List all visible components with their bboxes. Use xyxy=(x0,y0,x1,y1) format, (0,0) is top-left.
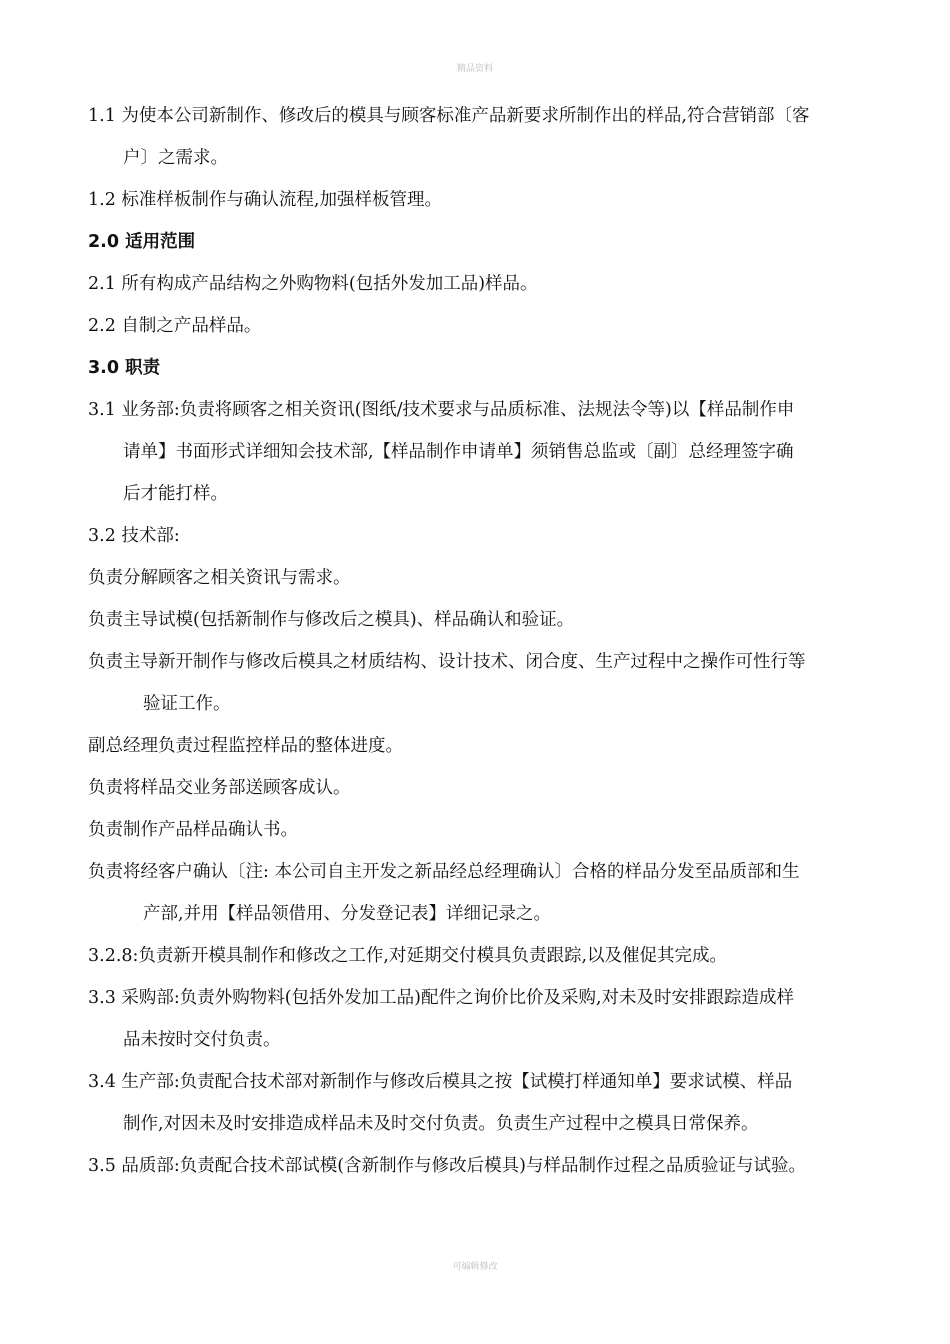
text-line: 产部,并用【样品领借用、分发登记表】详细记录之。 xyxy=(143,904,552,924)
watermark-bottom: 可编辑修改 xyxy=(452,1262,498,1272)
text-line: 负责将样品交业务部送顾客成认。 xyxy=(88,778,351,798)
text-line: 3.2.8:负责新开模具制作和修改之工作,对延期交付模具负责跟踪,以及催促其完成。 xyxy=(88,946,728,966)
section-heading: 3.0 职责 xyxy=(88,358,161,378)
text-line: 副总经理负责过程监控样品的整体进度。 xyxy=(88,736,403,756)
text-line: 2.1 所有构成产品结构之外购物料(包括外发加工品)样品。 xyxy=(88,274,538,294)
document-body xyxy=(88,95,878,1187)
text-line: 3.5 品质部:负责配合技术部试模(含新制作与修改后模具)与样品制作过程之品质验证与试验。 xyxy=(88,1156,806,1176)
text-line: 2.2 自制之产品样品。 xyxy=(88,316,262,336)
text-line: 请单】书面形式详细知会技术部,【样品制作申请单】须销售总监或〔副〕总经理签字确 xyxy=(123,442,794,462)
text-line: 1.1 为使本公司新制作、修改后的模具与顾客标准产品新要求所制作出的样品,符合营销部〔客 xyxy=(88,106,810,126)
text-line: 3.4 生产部:负责配合技术部对新制作与修改后模具之按【试模打样通知单】要求试模、样品 xyxy=(88,1072,793,1092)
text-line: 制作,对因未及时安排造成样品未及时交付负责。负责生产过程中之模具日常保养。 xyxy=(123,1114,759,1134)
text-line: 3.1 业务部:负责将顾客之相关资讯(图纸/技术要求与品质标准、法规法令等)以【样品制作申 xyxy=(88,400,795,420)
text-line: 户〕之需求。 xyxy=(123,148,228,168)
text-line: 负责分解顾客之相关资讯与需求。 xyxy=(88,568,351,588)
text-line: 3.3 采购部:负责外购物料(包括外发加工品)配件之询价比价及采购,对未及时安排跟踪造成样 xyxy=(88,988,795,1008)
text-line: 3.2 技术部: xyxy=(88,526,180,546)
text-line: 负责将经客户确认〔注: 本公司自主开发之新品经总经理确认〕合格的样品分发至品质部和生 xyxy=(88,862,800,882)
text-line: 验证工作。 xyxy=(143,694,231,714)
text-line: 品未按时交付负责。 xyxy=(123,1030,281,1050)
text-line: 负责主导试模(包括新制作与修改后之模具)、样品确认和验证。 xyxy=(88,610,575,630)
text-line: 后才能打样。 xyxy=(123,484,228,504)
text-line: 负责主导新开制作与修改后模具之材质结构、设计技术、闭合度、生产过程中之操作可性行等 xyxy=(88,652,806,672)
text-line: 负责制作产品样品确认书。 xyxy=(88,820,298,840)
section-heading: 2.0 适用范围 xyxy=(88,232,196,252)
text-line: 1.2 标准样板制作与确认流程,加强样板管理。 xyxy=(88,190,442,210)
watermark-top: 精品资料 xyxy=(456,64,493,74)
